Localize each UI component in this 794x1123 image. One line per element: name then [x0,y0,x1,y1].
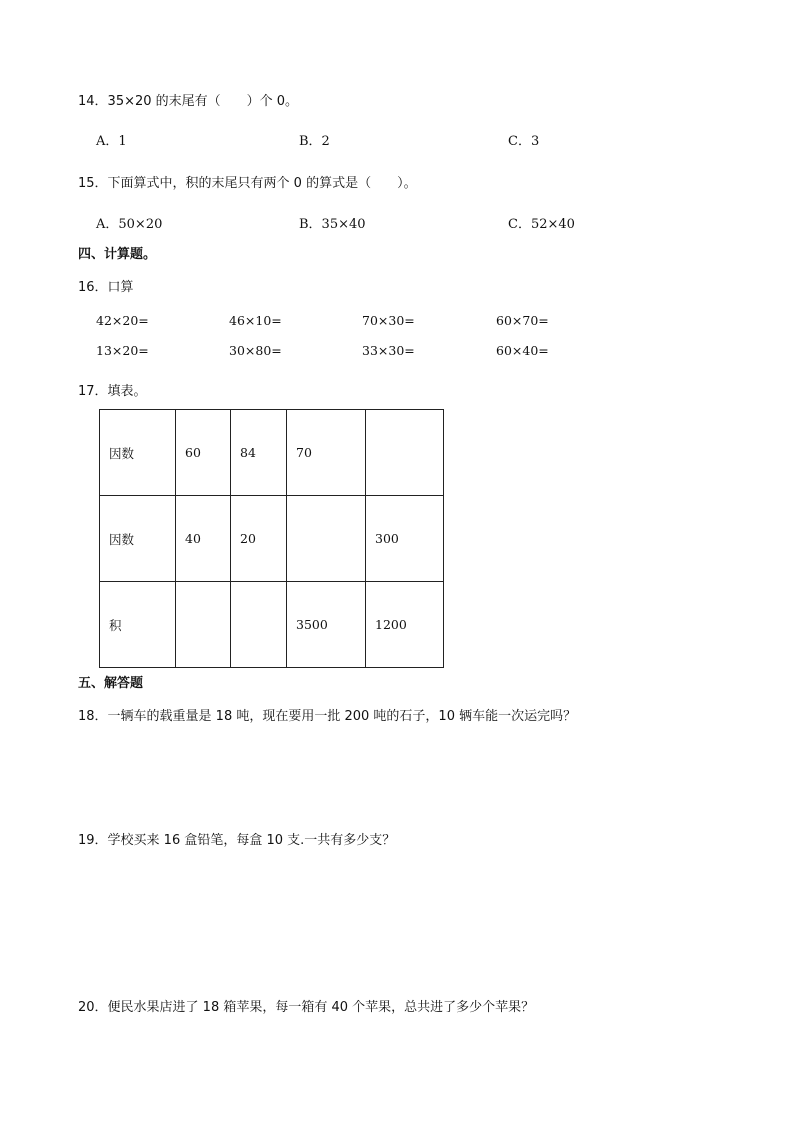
option-a: A．1 [96,134,127,149]
calc-item: 42×20= [96,313,149,328]
table-cell: 20 [231,496,287,582]
table-cell: 3500 [287,582,366,668]
table-cell: 84 [231,410,287,496]
table-cell-blank[interactable] [231,582,287,668]
table-cell-blank[interactable] [287,496,366,582]
option-c: C．3 [508,134,540,149]
calc-item: 60×40= [496,343,549,358]
section-heading-4: 四、计算题。 [78,247,157,262]
table-cell-blank[interactable] [366,410,444,496]
table-row [100,496,444,582]
section-heading-5: 五、解答题 [78,676,144,691]
calc-item: 30×80= [229,343,282,358]
question-18-text: 18．一辆车的载重量是 18 吨，现在要用一批 200 吨的石子，10 辆车能一次运完吗？ [78,709,577,724]
table-cell-blank[interactable] [176,582,231,668]
table-row [100,582,444,668]
calc-item: 33×30= [362,343,415,358]
table-cell: 积 [100,582,176,668]
calc-item: 46×10= [229,313,282,328]
question-17-text: 17．填表。 [78,384,147,399]
option-b: B．2 [299,134,330,149]
table-row [100,410,444,496]
calc-item: 13×20= [96,343,149,358]
table-cell: 40 [176,496,231,582]
option-b: B．35×40 [299,217,366,232]
table-cell: 70 [287,410,366,496]
question-14-text: 14．35×20 的末尾有（ ）个 0。 [78,94,299,109]
fill-table [99,409,444,668]
table-cell: 60 [176,410,231,496]
calc-item: 60×70= [496,313,549,328]
table-cell: 300 [366,496,444,582]
option-a: A．50×20 [96,217,163,232]
calc-item: 70×30= [362,313,415,328]
question-19-text: 19．学校买来 16 盒铅笔，每盒 10 支.一共有多少支？ [78,833,396,848]
question-15-text: 15．下面算式中，积的末尾只有两个 0 的算式是（ ）。 [78,176,417,191]
option-c: C．52×40 [508,217,575,232]
table-cell: 因数 [100,496,176,582]
question-20-text: 20．便民水果店进了 18 箱苹果，每一箱有 40 个苹果，总共进了多少个苹果？ [78,1000,535,1015]
table-cell: 1200 [366,582,444,668]
question-16-text: 16．口算 [78,280,134,295]
table-cell: 因数 [100,410,176,496]
